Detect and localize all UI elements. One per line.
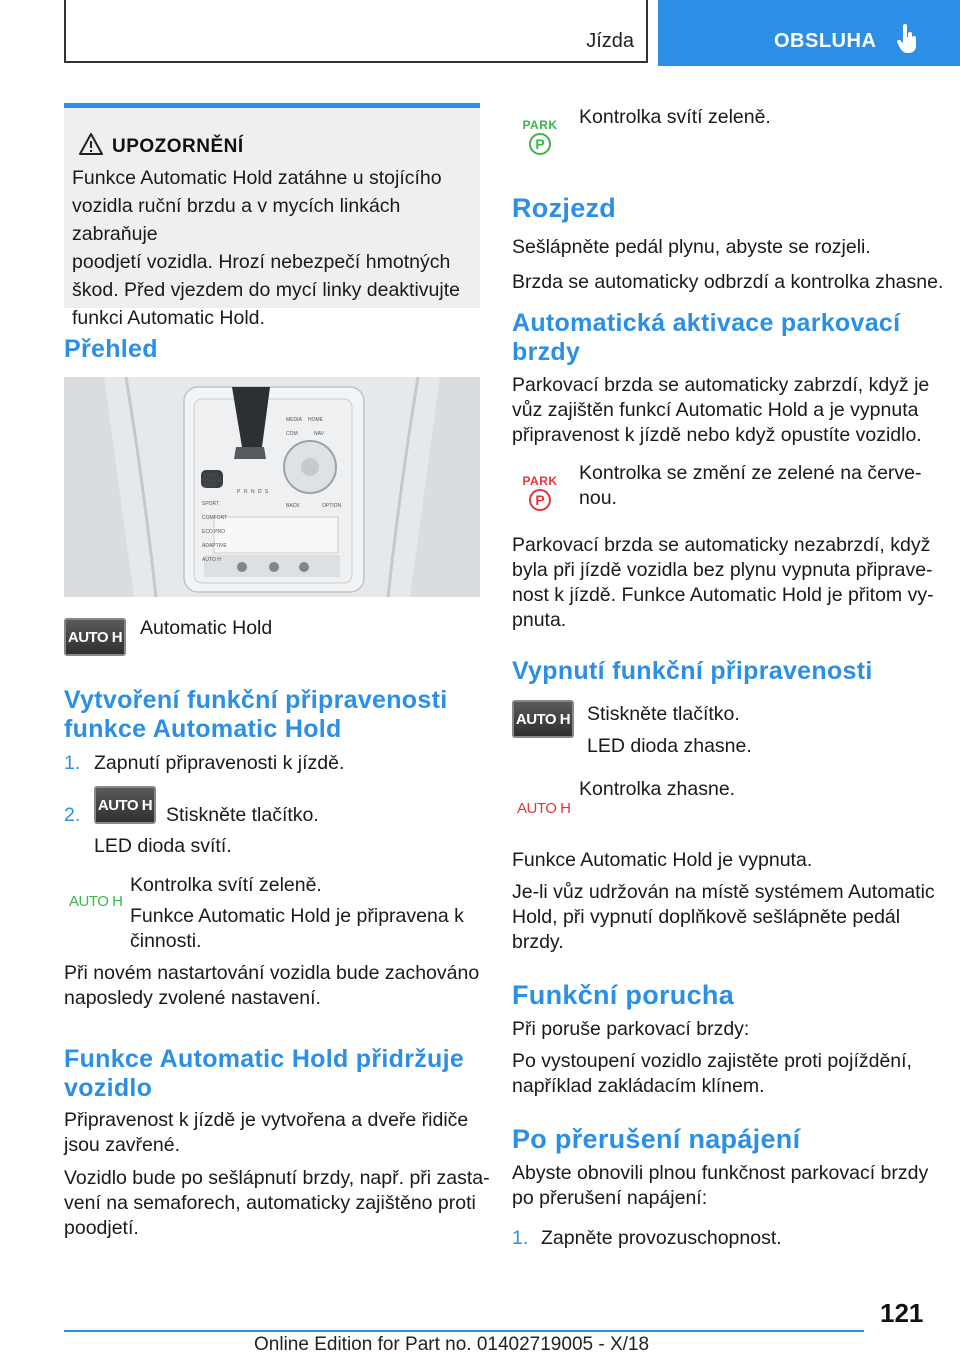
- step-number: 2.: [64, 804, 81, 826]
- text-line: byla při jízdě vozidla bez plynu vypnuta připrave-: [512, 559, 933, 581]
- gear-label: R: [244, 489, 248, 495]
- text-line: Je-li vůz udržován na místě systémem Automatic: [512, 881, 935, 903]
- park-green-text: Kontrolka svítí zeleně.: [579, 106, 771, 128]
- off-heading: Vypnutí funkční připravenosti: [512, 657, 873, 685]
- heading-line: brzdy: [512, 338, 581, 366]
- autohold-caption: Automatic Hold: [140, 617, 273, 639]
- park-symbol: P: [529, 489, 551, 511]
- text-line: Parkovací brzda se automaticky zabrzdí, když je: [512, 374, 930, 396]
- text-line: Při novém nastartování vozidla bude zachováno: [64, 962, 480, 984]
- text-line: pnuta.: [512, 609, 567, 631]
- restart-paragraph: [64, 961, 479, 1011]
- autohold-green-indicator-icon: AUTO H: [69, 893, 123, 910]
- green-indicator-text: [130, 870, 464, 957]
- text-line: Po vystoupení vozidlo zajistěte proti pojíždění,: [512, 1050, 912, 1072]
- off-result-text: Funkce Automatic Hold je vypnuta.: [512, 849, 813, 871]
- section-title: Jízda: [586, 30, 634, 52]
- text-line: například zakládacím klínem.: [512, 1075, 765, 1097]
- autohold-red-indicator-icon: AUTO H: [517, 800, 571, 817]
- tab-obsluha[interactable]: [658, 0, 960, 66]
- mode-label: ECO PRO: [202, 529, 226, 535]
- key-label: BACK: [286, 503, 300, 509]
- warning-line: škod. Před vjezdem do mycí linky deaktivujte: [72, 279, 461, 301]
- key-label: COM: [286, 431, 298, 437]
- text-line: brzdy.: [512, 931, 564, 953]
- warning-title: UPOZORNĚNÍ: [112, 136, 244, 157]
- start-stop-label: ENGINE: [203, 478, 223, 484]
- warning-box: [64, 103, 480, 329]
- heading-line: Vytvoření funkční připravenosti: [64, 686, 448, 714]
- hold-heading: [64, 1045, 464, 1103]
- heading-line: vozidlo: [64, 1074, 153, 1102]
- step-number: 1.: [64, 752, 81, 774]
- gear-label: P: [237, 489, 241, 495]
- text-line: naposledy zvolené nastavení.: [64, 987, 321, 1009]
- park-red-text: [579, 461, 922, 511]
- heading-line: funkce Automatic Hold: [64, 715, 342, 743]
- text-line: vůz zajištěn funkcí Automatic Hold a je vypnuta: [512, 399, 919, 421]
- overview-heading: Přehled: [64, 335, 158, 363]
- step-text: Zapněte provozuschopnost.: [541, 1227, 782, 1249]
- autohold-button-icon: AUTO H: [512, 700, 574, 738]
- text-line: jsou zavřené.: [64, 1134, 180, 1156]
- text-line: poodjetí.: [64, 1217, 139, 1239]
- off-indicator-text: Kontrolka zhasne.: [579, 778, 736, 800]
- off-instructions: [587, 698, 752, 762]
- text-line: Abyste obnovili plnou funkčnost parkovací brzdy: [512, 1162, 929, 1184]
- warning-line: Funkce Automatic Hold zatáhne u stojícího: [72, 167, 442, 189]
- text-line: Kontrolka svítí zeleně.: [130, 874, 322, 896]
- text-line: Stiskněte tlačítko.: [587, 703, 740, 725]
- step-number: 1.: [512, 1227, 529, 1249]
- text-line: Brzda se automaticky odbrzdí a kontrolka zhasne.: [512, 271, 944, 293]
- heading-line: Funkce Automatic Hold přidržuje: [64, 1045, 465, 1073]
- warning-triangle-icon: [78, 132, 104, 156]
- text-line: Vozidlo bude po sešlápnutí brzdy, např. při zasta-: [64, 1167, 490, 1189]
- mode-label: AUTO H: [202, 557, 221, 563]
- start-stop-label: STOP: [203, 483, 217, 489]
- text-line: LED dioda zhasne.: [587, 735, 752, 757]
- power-paragraph: [512, 1161, 928, 1211]
- auto-park-heading: [512, 309, 900, 367]
- fault-paragraph: [512, 1017, 912, 1099]
- gear-label: N: [251, 489, 255, 495]
- park-red-icon: [522, 474, 558, 511]
- text-line: Sešlápněte pedál plynu, abyste se rozjeli.: [512, 236, 871, 258]
- power-heading: Po přerušení napájení: [512, 1124, 801, 1154]
- text-line: nost k jízdě. Funkce Automatic Hold je přitom vy-: [512, 584, 934, 606]
- warning-text: [72, 164, 474, 332]
- step-text: Stiskněte tlačítko.: [166, 804, 319, 826]
- footer-divider: [64, 1330, 864, 1332]
- warning-line: poodjetí vozidla. Hrozí nebezpečí hmotných: [72, 251, 451, 273]
- text-line: připravenost k jízdě nebo když opustíte vozidlo.: [512, 424, 922, 446]
- warning-line: vozidla ruční brzdu a v mycích linkách zabraňuje: [72, 195, 401, 245]
- no-brake-paragraph: [512, 533, 934, 633]
- step-text: Zapnutí připravenosti k jízdě.: [94, 752, 345, 774]
- tab-label: OBSLUHA: [774, 30, 877, 52]
- text-line: činnosti.: [130, 930, 202, 952]
- text-line: nou.: [579, 487, 617, 509]
- rozjezd-heading: Rozjezd: [512, 193, 617, 223]
- text-line: Připravenost k jízdě je vytvořena a dveře řidiče: [64, 1109, 469, 1131]
- hold-paragraph-1: [64, 1108, 468, 1158]
- key-label: OPTION: [322, 503, 342, 509]
- page-number: 121: [880, 1298, 924, 1328]
- footer-edition: Online Edition for Part no. 01402719005 - X/18: [254, 1334, 650, 1355]
- gear-label: D: [258, 489, 262, 495]
- rozjezd-paragraph: [512, 230, 943, 300]
- create-heading: [64, 686, 447, 744]
- text-line: Kontrolka se změní ze zelené na červe-: [579, 462, 922, 484]
- led-on-text: LED dioda svítí.: [94, 835, 232, 857]
- hold-paragraph-2: [64, 1166, 490, 1241]
- console-illustration: [64, 377, 480, 597]
- off-hold-paragraph: [512, 880, 935, 955]
- park-symbol: P: [529, 133, 551, 155]
- park-label: PARK: [522, 474, 558, 488]
- autohold-button-icon: AUTO H: [94, 786, 156, 824]
- warning-line: funkci Automatic Hold.: [72, 307, 265, 329]
- text-line: Při poruše parkovací brzdy:: [512, 1018, 750, 1040]
- mode-label: COMFORT: [202, 515, 228, 521]
- text-line: Hold, při vypnutí doplňkově sešlápněte pedál: [512, 906, 901, 928]
- key-label: NAV: [314, 431, 324, 437]
- fault-heading: Funkční porucha: [512, 980, 735, 1010]
- mode-label: SPORT: [202, 501, 220, 507]
- key-label: HOME: [308, 417, 323, 423]
- auto-park-paragraph: [512, 373, 929, 448]
- center-console-photo: [64, 377, 480, 597]
- header-frame: [64, 0, 648, 63]
- text-line: vení na semaforech, automaticky zajištěno proti: [64, 1192, 476, 1214]
- heading-line: Automatická aktivace parkovací: [512, 309, 901, 337]
- park-label: PARK: [522, 118, 558, 132]
- gear-label: S: [265, 489, 269, 495]
- autohold-button-icon: AUTO H: [64, 618, 126, 656]
- text-line: Funkce Automatic Hold je připravena k: [130, 905, 464, 927]
- mode-label: ADAPTIVE: [202, 543, 227, 549]
- key-label: MEDIA: [286, 417, 302, 423]
- text-line: po přerušení napájení:: [512, 1187, 708, 1209]
- park-green-icon: [522, 118, 558, 155]
- hand-pointer-icon: [896, 24, 918, 54]
- text-line: Parkovací brzda se automaticky nezabrzdí, když: [512, 534, 931, 556]
- start-stop-label: START: [203, 473, 219, 479]
